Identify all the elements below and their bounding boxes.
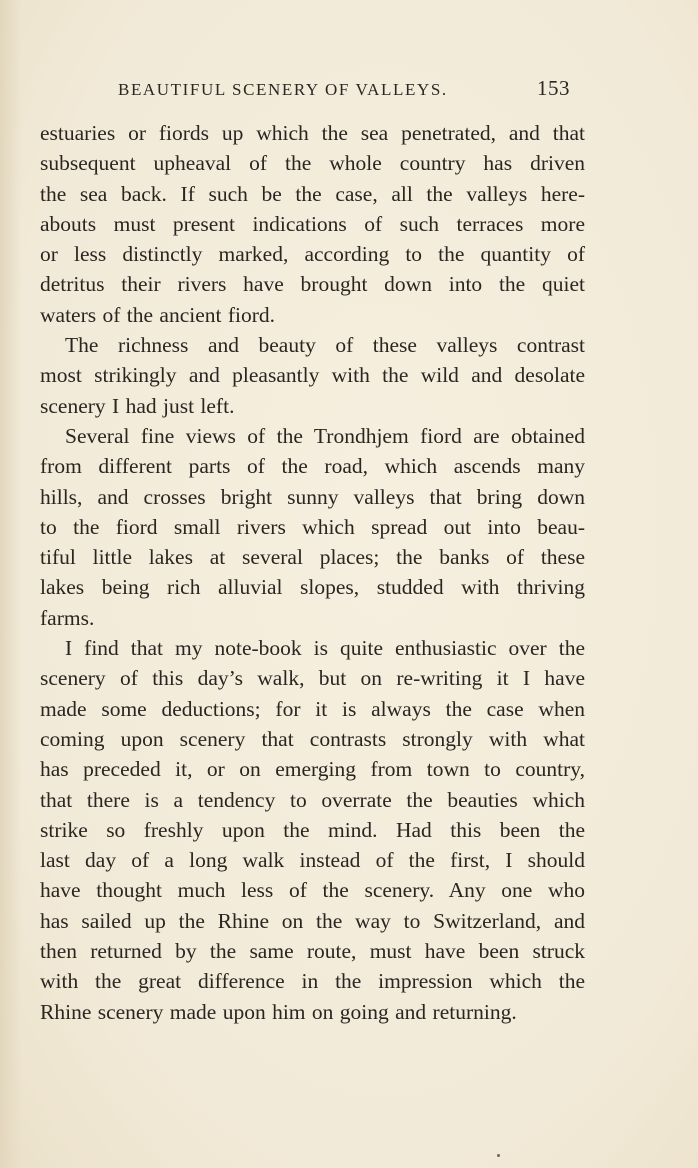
text-line: Several fine views of the Trondhjem fiord are obtained: [65, 423, 585, 448]
text-line: have thought much less of the scenery. Any one who: [40, 878, 585, 903]
text-line: waters of the ancient fiord.: [40, 302, 276, 327]
text-line: subsequent upheaval of the whole country has driven: [40, 151, 585, 176]
paper-speck: [497, 1154, 500, 1157]
text-line: scenery of this day’s walk, but on re-writing it I have: [40, 666, 585, 691]
running-head: [118, 76, 578, 106]
running-head-title: BEAUTIFUL SCENERY OF VALLEYS.: [118, 80, 448, 99]
text-line: to the fiord small rivers which spread out into beau-: [40, 514, 585, 539]
text-line: from different parts of the road, which ascends many: [40, 454, 585, 479]
body-text: [40, 118, 585, 1027]
text-line: or less distinctly marked, according to the quantity of: [40, 242, 585, 267]
text-line: estuaries or fiords up which the sea penetrated, and that: [40, 121, 585, 145]
text-line: last day of a long walk instead of the first, I should: [40, 848, 585, 873]
text-line: I find that my note-book is quite enthusiastic over the: [65, 636, 585, 661]
text-line: made some deductions; for it is always the case when: [40, 696, 585, 721]
text-line: strike so freshly upon the mind. Had this been the: [40, 817, 585, 842]
text-line: Rhine scenery made upon him on going and returning.: [40, 999, 517, 1024]
text-line: abouts must present indications of such terraces more: [40, 211, 585, 236]
text-line: scenery I had just left.: [40, 393, 235, 418]
text-line: then returned by the same route, must have been struck: [40, 939, 585, 964]
text-line: lakes being rich alluvial slopes, studded with thriving: [40, 575, 585, 600]
text-line: most strikingly and pleasantly with the wild and desolate: [40, 363, 585, 388]
text-line: hills, and crosses bright sunny valleys that bring down: [40, 484, 585, 509]
text-line: coming upon scenery that contrasts strongly with what: [40, 726, 585, 751]
page-number: 153: [537, 76, 570, 100]
text-line: has preceded it, or on emerging from town to country,: [40, 757, 585, 782]
text-line: detritus their rivers have brought down into the quiet: [40, 272, 585, 297]
text-line: farms.: [40, 605, 95, 630]
gutter-shadow: [0, 0, 22, 1168]
text-line: tiful little lakes at several places; the banks of these: [40, 545, 585, 570]
text-line: that there is a tendency to overrate the beauties which: [40, 787, 585, 812]
text-line: with the great difference in the impression which the: [40, 969, 585, 994]
text-line: The richness and beauty of these valleys contrast: [65, 333, 585, 358]
text-line: has sailed up the Rhine on the way to Switzerland, and: [40, 908, 585, 933]
text-line: the sea back. If such be the case, all the valleys here-: [40, 181, 585, 206]
